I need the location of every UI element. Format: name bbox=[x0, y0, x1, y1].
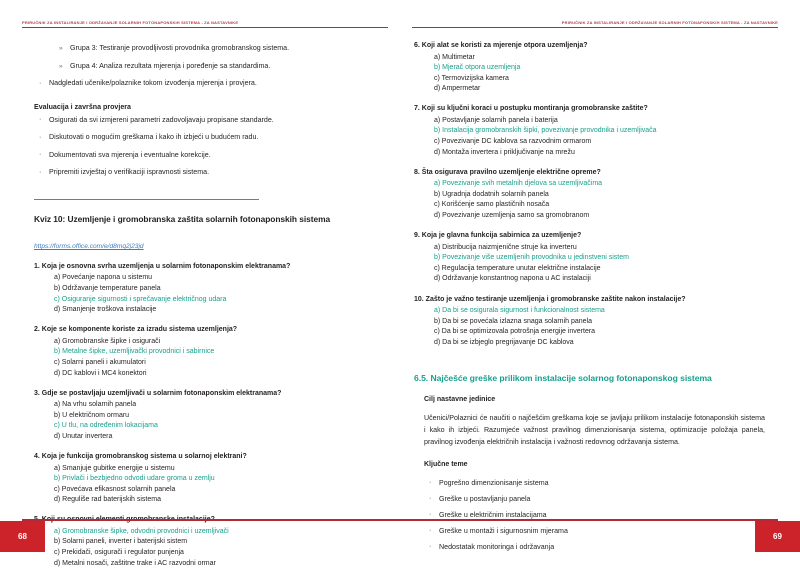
answer-option-correct[interactable]: b) Instalacija gromobranskih šipki, povezivanje provodnika i uzemljivača bbox=[434, 127, 657, 135]
page-left bbox=[0, 0, 400, 566]
list-item bbox=[34, 75, 386, 93]
answer-option[interactable]: c) Korišćenje samo plastičnih nosača bbox=[434, 201, 550, 209]
bullet-dot-icon: · bbox=[429, 494, 432, 502]
list-item bbox=[34, 58, 386, 76]
quiz-question bbox=[414, 40, 766, 95]
list-item-label: Grupa 3: Testiranje provodljivosti provodnika gromobranskog sistema. bbox=[70, 44, 290, 52]
question-text: 3. Gdje se postavljaju uzemljivači u solarnim fotonaponskim elektranama? bbox=[34, 389, 282, 397]
answer-option-correct[interactable]: b) Metalne šipke, uzemljivački provodnici i sabirnice bbox=[54, 348, 215, 356]
evaluation-heading: Evaluacija i završna provjera bbox=[34, 102, 132, 111]
quiz-question bbox=[34, 451, 386, 506]
answer-option[interactable]: d) Da bi se izbjeglo pregrijavanje DC kablova bbox=[434, 338, 574, 346]
question-text: 6. Koji alat se koristi za mjerenje otpora uzemljenja? bbox=[414, 42, 588, 49]
themes-heading: Ključne teme bbox=[424, 461, 468, 469]
question-text: 8. Šta osigurava pravilno uzemljenje električne opreme? bbox=[414, 168, 601, 176]
left-page-content bbox=[34, 40, 386, 567]
answer-option[interactable]: b) U električnom ormaru bbox=[54, 411, 130, 419]
top-items-list bbox=[34, 40, 386, 93]
quiz-question bbox=[414, 230, 766, 285]
quiz-link[interactable]: https://forms.office.com/e/d8mq2j23jd bbox=[34, 242, 144, 250]
bullet-dot-icon: · bbox=[429, 542, 432, 550]
answer-option[interactable]: d) Održavanje konstantnog napona u AC instalaciji bbox=[434, 275, 591, 283]
running-header-text: PRIRUČNIK ZA INSTALIRANJE I ODRŽAVANJE SOLARNIH FOTONAPONSKIH SISTEMA - ZA NASTAVNIKE bbox=[561, 20, 778, 25]
evaluation-list bbox=[34, 112, 386, 182]
list-item-label: Dokumentovati sva mjerenja i eventualne korekcije. bbox=[49, 150, 211, 159]
answer-option[interactable]: a) Distribucija naizmjenične struje ka inverteru bbox=[434, 243, 577, 251]
answer-option[interactable]: c) Da bi se optimizovala potrošnja energije invertera bbox=[434, 328, 596, 336]
answer-option[interactable]: d) Povezivanje uzemljenja samo sa gromobranom bbox=[434, 212, 590, 220]
quiz-questions-right bbox=[414, 40, 766, 348]
answer-option[interactable]: a) Postavljanje solarnih panela i baterija bbox=[434, 116, 558, 124]
footer-right bbox=[400, 519, 800, 552]
goal-heading: Cilj nastavne jedinice bbox=[424, 396, 496, 404]
question-text: 4. Koja je funkcija gromobranskog sistema u solarnoj elektrani? bbox=[34, 453, 247, 461]
list-item bbox=[34, 40, 386, 58]
list-item bbox=[414, 475, 766, 491]
question-text: 9. Koja je glavna funkcija sabirnica za uzemljenje? bbox=[414, 232, 582, 240]
answer-option-correct[interactable]: c) Osiguranje sigurnosti i sprečavanje električnog udara bbox=[54, 295, 227, 303]
list-item bbox=[34, 164, 386, 182]
answer-option[interactable]: a) Na vrhu solarnih panela bbox=[54, 401, 137, 409]
section-heading: 6.5. Najčešće greške prilikom instalacije solarnog fotonaponskog sistema bbox=[414, 373, 712, 384]
answer-option[interactable]: c) Povećava efikasnost solarnih panela bbox=[54, 485, 176, 493]
answer-option[interactable]: b) Solarni paneli, inverter i baterijski sistem bbox=[54, 538, 188, 546]
quiz-title: Kviz 10: Uzemljenje i gromobranska zaštita solarnih fotonaponskih sistema bbox=[34, 213, 331, 224]
answer-option-correct[interactable]: c) U tlu, na određenim lokacijama bbox=[54, 422, 158, 430]
right-page-content bbox=[414, 40, 766, 552]
answer-option[interactable]: a) Multimetar bbox=[434, 53, 475, 61]
section-divider bbox=[34, 199, 259, 200]
list-item-label: Diskutovati o mogućim greškama i kako ih izbjeći u budućem radu. bbox=[49, 133, 259, 141]
header-rule bbox=[22, 27, 388, 28]
answer-option-correct[interactable]: a) Da bi se osigurala sigurnost i funkcionalnost sistema bbox=[434, 307, 605, 314]
list-item bbox=[34, 129, 386, 147]
answer-option-correct[interactable]: a) Povezivanje svih metalnih djelova sa uzemljivačima bbox=[434, 180, 603, 188]
running-header-text: PRIRUČNIK ZA INSTALIRANJE I ODRŽAVANJE SOLARNIH FOTONAPONSKIH SISTEMA - ZA NASTAVNIKE bbox=[22, 20, 239, 25]
answer-option[interactable]: d) Reguliše rad baterijskih sistema bbox=[54, 496, 161, 504]
question-text: 2. Koje se komponente koriste za izradu sistema uzemljenja? bbox=[34, 326, 238, 334]
footer-left bbox=[0, 519, 400, 552]
list-item-label: Greške u montaži i sigurnosnim mjerama bbox=[439, 527, 568, 536]
answer-option[interactable]: d) Metalni nosači, zaštitne trake i AC razvodni ormar bbox=[54, 559, 216, 567]
footer-rule bbox=[22, 519, 400, 521]
bullet-dot-icon: · bbox=[39, 79, 42, 87]
running-header-right bbox=[412, 20, 778, 34]
quiz-question bbox=[414, 103, 766, 158]
answer-option[interactable]: a) Povećanje napona u sistemu bbox=[54, 274, 153, 282]
answer-option[interactable]: c) Solarni paneli i akumulatori bbox=[54, 358, 146, 366]
answer-option[interactable]: b) Ugradnja dodatnih solarnih panela bbox=[434, 190, 549, 198]
list-item-label: Osigurati da svi izmjereni parametri zadovoljavaju propisane standarde. bbox=[49, 115, 274, 124]
answer-option[interactable]: c) Povezivanje DC kablova sa razvodnim ormarom bbox=[434, 138, 592, 146]
answer-option[interactable]: c) Regulacija temperature unutar električne instalacije bbox=[434, 264, 601, 272]
page-number-badge: 68 bbox=[0, 521, 45, 552]
list-item bbox=[34, 112, 386, 130]
quiz-question bbox=[34, 388, 386, 443]
running-header-left bbox=[22, 20, 388, 34]
bullet-dot-icon: · bbox=[39, 168, 42, 176]
bullet-dot-icon: · bbox=[429, 478, 432, 486]
quiz-question bbox=[414, 294, 766, 349]
list-item bbox=[414, 491, 766, 507]
list-item-label: Nadgledati učenike/polaznike tokom izvođenja mjerenja i provjera. bbox=[49, 79, 257, 87]
bullet-dot-icon: · bbox=[39, 133, 42, 141]
bullet-dot-icon: · bbox=[429, 510, 432, 518]
question-text: 1. Koja je osnovna svrha uzemljenja u solarnim fotonaponskim elektranama? bbox=[34, 262, 291, 270]
answer-option[interactable]: d) Ampermetar bbox=[434, 85, 481, 93]
list-item-label: Greške u postavljanju panela bbox=[439, 495, 531, 504]
answer-option[interactable]: d) Smanjenje troškova instalacije bbox=[54, 306, 157, 314]
bullet-dot-icon: · bbox=[39, 151, 42, 158]
answer-option-correct[interactable]: b) Povezivanje više uzemljenih provodnika u jedinstveni sistem bbox=[434, 254, 629, 262]
answer-option[interactable]: d) Montaža invertera i priključivanje na mrežu bbox=[434, 148, 575, 156]
quiz-question bbox=[34, 324, 386, 379]
list-item-label: Nedostatak monitoringa i održavanja bbox=[439, 543, 555, 552]
list-item-label: Grupa 4: Analiza rezultata mjerenja i poređenje sa standardima. bbox=[70, 61, 271, 70]
list-item-label: Pripremiti izvještaj o verifikaciji ispravnosti sistema. bbox=[49, 168, 210, 176]
guillemet-marker-icon: » bbox=[59, 45, 63, 52]
question-text: 7. Koji su ključni koraci u postupku montiranja gromobranske zaštite? bbox=[414, 105, 648, 113]
list-item bbox=[34, 147, 386, 165]
guillemet-marker-icon: » bbox=[59, 62, 63, 70]
bullet-dot-icon: · bbox=[39, 116, 42, 123]
quiz-question bbox=[414, 167, 766, 222]
answer-option-correct[interactable]: a) Gromobranske šipke, odvodni provodnici i uzemljivači bbox=[54, 527, 229, 535]
answer-option-correct[interactable]: b) Mjerač otpora uzemljenja bbox=[434, 64, 521, 72]
page-right bbox=[400, 0, 800, 566]
goal-text: Učenici/Polaznici će naučiti o najčešćim greškama koje se javljaju prilikom instalacije fotonaponskih sistema i kako ih izbjeći. Razumjeće važnost pravilnog dimenzionisanja sistema, optimizacije položaja panela, pravilnog izvođenja električnih instalacija i važnosti redovnog održavanja sistema. bbox=[424, 414, 765, 446]
answer-option[interactable]: c) Prekidači, osigurači i regulator punjenja bbox=[54, 549, 184, 557]
answer-option[interactable]: a) Smanjuje gubitke energije u sistemu bbox=[54, 464, 175, 472]
answer-option[interactable]: b) Održavanje temperature panela bbox=[54, 284, 161, 292]
answer-option[interactable]: b) Da bi se povećala izlazna snaga solarnih panela bbox=[434, 317, 592, 325]
header-rule bbox=[412, 27, 778, 28]
answer-option[interactable]: a) Gromobranske šipke i osigurači bbox=[54, 337, 161, 345]
answer-option[interactable]: d) Unutar invertera bbox=[54, 432, 113, 440]
page-number-badge: 69 bbox=[755, 521, 800, 552]
answer-option[interactable]: d) DC kablovi i MC4 konektori bbox=[54, 369, 147, 377]
bullet-dot-icon: · bbox=[429, 526, 432, 534]
answer-option-correct[interactable]: b) Privlači i bezbjedno odvodi udare groma u zemlju bbox=[54, 475, 215, 483]
footer-rule bbox=[400, 519, 778, 521]
question-text: 10. Zašto je važno testiranje uzemljenja i gromobranske zaštite nakon instalacije? bbox=[414, 295, 686, 303]
list-item-label: Pogrešno dimenzionisanje sistema bbox=[439, 479, 549, 488]
list-item-label: Greške u električnim instalacijama bbox=[439, 511, 547, 520]
answer-option[interactable]: c) Termovizijska kamera bbox=[434, 74, 509, 82]
quiz-question bbox=[34, 261, 386, 316]
